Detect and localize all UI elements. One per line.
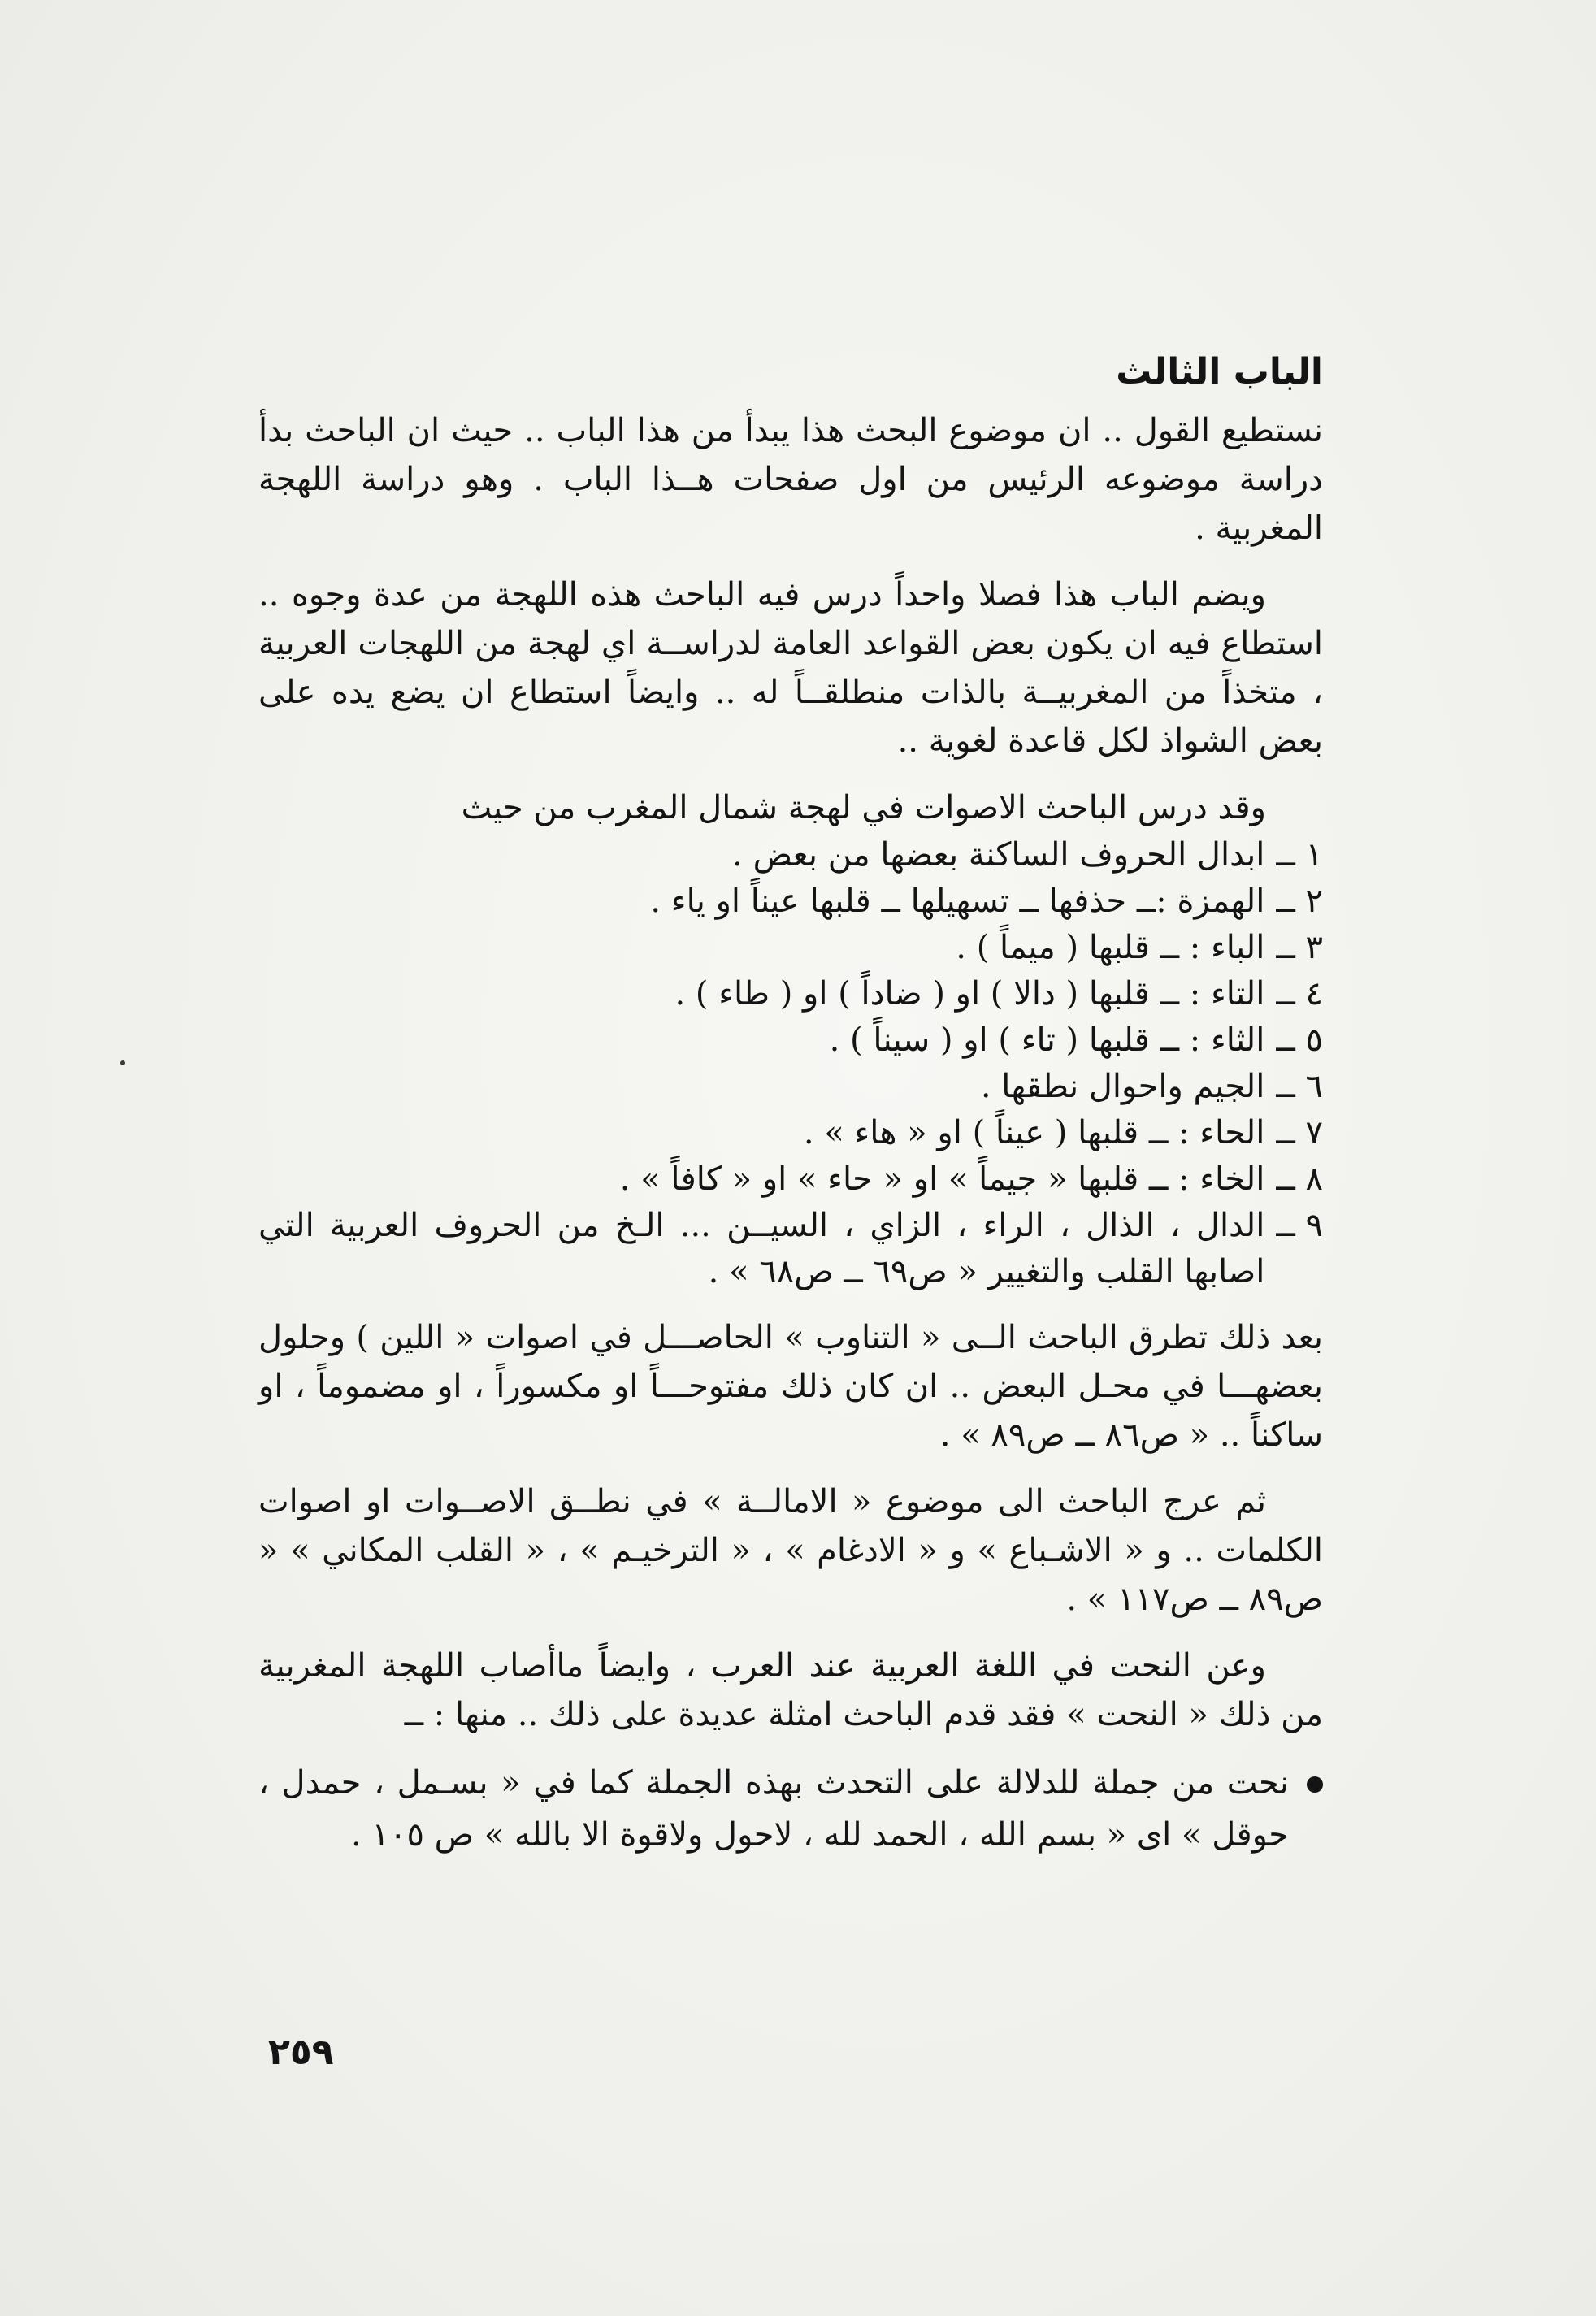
chapter-title: الباب الثالث — [1116, 351, 1323, 393]
item-text: الحاء : ــ قلبها ( عيناً ) او « هاء » . — [803, 1114, 1265, 1151]
sounds-list — [258, 832, 1323, 1295]
page-number: ٢٥٩ — [268, 2032, 334, 2073]
list-item — [258, 1203, 1323, 1295]
item-number: ١ ــ — [1276, 836, 1323, 874]
item-text: الباء : ــ قلبها ( ميماً ) . — [956, 929, 1265, 966]
paragraph-chapter-scope: ويضم الباب هذا فصلا واحداً درس فيه الباحث هذه اللهجة من عدة وجوه .. استطاع فيه ان يكون بعض القواعد العامة لدراســة اي لهجة من اللهجات العربية ، متخذاً من المغربيــة بالذات منطلقــاً له .. وايضاً استطاع ان يضع يده على بعض الشواذ لكل قاعدة لغوية .. — [258, 576, 1323, 760]
item-number: ٥ ــ — [1276, 1021, 1323, 1059]
bullet-dot-icon — [1307, 1776, 1323, 1793]
item-text: الهمزة :ــ حذفها ــ تسهيلها ــ قلبها عيناً او ياء . — [650, 883, 1265, 920]
list-item — [258, 971, 1323, 1017]
item-number: ٣ ــ — [1276, 929, 1323, 966]
item-number: ٢ ــ — [1276, 883, 1323, 920]
text-body — [258, 341, 1323, 1861]
list-item — [258, 1017, 1323, 1064]
list-item — [258, 1156, 1323, 1203]
list-item — [258, 878, 1323, 925]
paragraph-naht: وعن النحت في اللغة العربية عند العرب ، وايضاً ماأصاب اللهجة المغربية من ذلك « النحت » فقد قدم الباحث امثلة عديدة على ذلك .. منها : ــ — [258, 1647, 1323, 1733]
item-text: الثاء : ــ قلبها ( تاء ) او ( سيناً ) . — [829, 1021, 1265, 1059]
item-number: ٩ ــ — [1276, 1207, 1323, 1244]
item-text: الدال ، الذال ، الراء ، الزاي ، السيــن ... الـخ من الحروف العربية التي اصابها القلب والتغيير « ص٦٩ ــ ص٦٨ » . — [258, 1207, 1265, 1290]
bullet-item — [258, 1757, 1323, 1861]
paragraph-intro: نستطيع القول .. ان موضوع البحث هذا يبدأ من هذا الباب .. حيث ان الباحث بدأ دراسة موضوعه الرئيس من اول صفحات هــذا الباب . وهو دراسة اللهجة المغربية . — [258, 412, 1323, 547]
item-number: ٧ ــ — [1276, 1114, 1323, 1151]
list-item — [258, 925, 1323, 971]
paragraph-imala: ثم عرج الباحث الى موضوع « الامالــة » في نطــق الاصــوات او اصوات الكلمات .. و « الاشـباع » و « الادغام » ، « الترخيـم » ، « القلب المكاني » « ص٨٩ ــ ص١١٧ » . — [258, 1483, 1323, 1618]
sounds-intro: وقد درس الباحث الاصوات في لهجة شمال المغرب من حيث — [461, 789, 1266, 826]
list-item — [258, 1110, 1323, 1156]
item-text: ابدال الحروف الساكنة بعضها من بعض . — [732, 836, 1265, 874]
scan-speck — [120, 1060, 125, 1065]
item-number: ٨ ــ — [1276, 1160, 1323, 1198]
list-item — [258, 1064, 1323, 1110]
item-text: التاء : ــ قلبها ( دالا ) او ( ضاداً ) او ( طاء ) . — [674, 975, 1265, 1013]
item-number: ٤ ــ — [1276, 975, 1323, 1013]
item-text: الجيم واحوال نطقها . — [980, 1068, 1265, 1105]
item-number: ٦ ــ — [1276, 1068, 1323, 1105]
list-item — [258, 832, 1323, 878]
item-text: الخاء : ــ قلبها « جيماً » او « حاء » او « كافاً » . — [619, 1160, 1265, 1198]
bullet-text: نحت من جملة للدلالة على التحدث بهذه الجملة كما في « بسـمل ، حمدل ، حوقل » اى « بسم الله ، الحمد لله ، لاحول ولاقوة الا بالله » ص ١٠٥ . — [258, 1764, 1289, 1854]
paragraph-alternation: بعد ذلك تطرق الباحث الــى « التناوب » الحاصـــل في اصوات « اللين ) وحلول بعضهـــا في محـل البعض .. ان كان ذلك مفتوحـــاً او مكسوراً ، او مضموماً ، او ساكناً .. « ص٨٦ ــ ص٨٩ » . — [258, 1319, 1323, 1454]
